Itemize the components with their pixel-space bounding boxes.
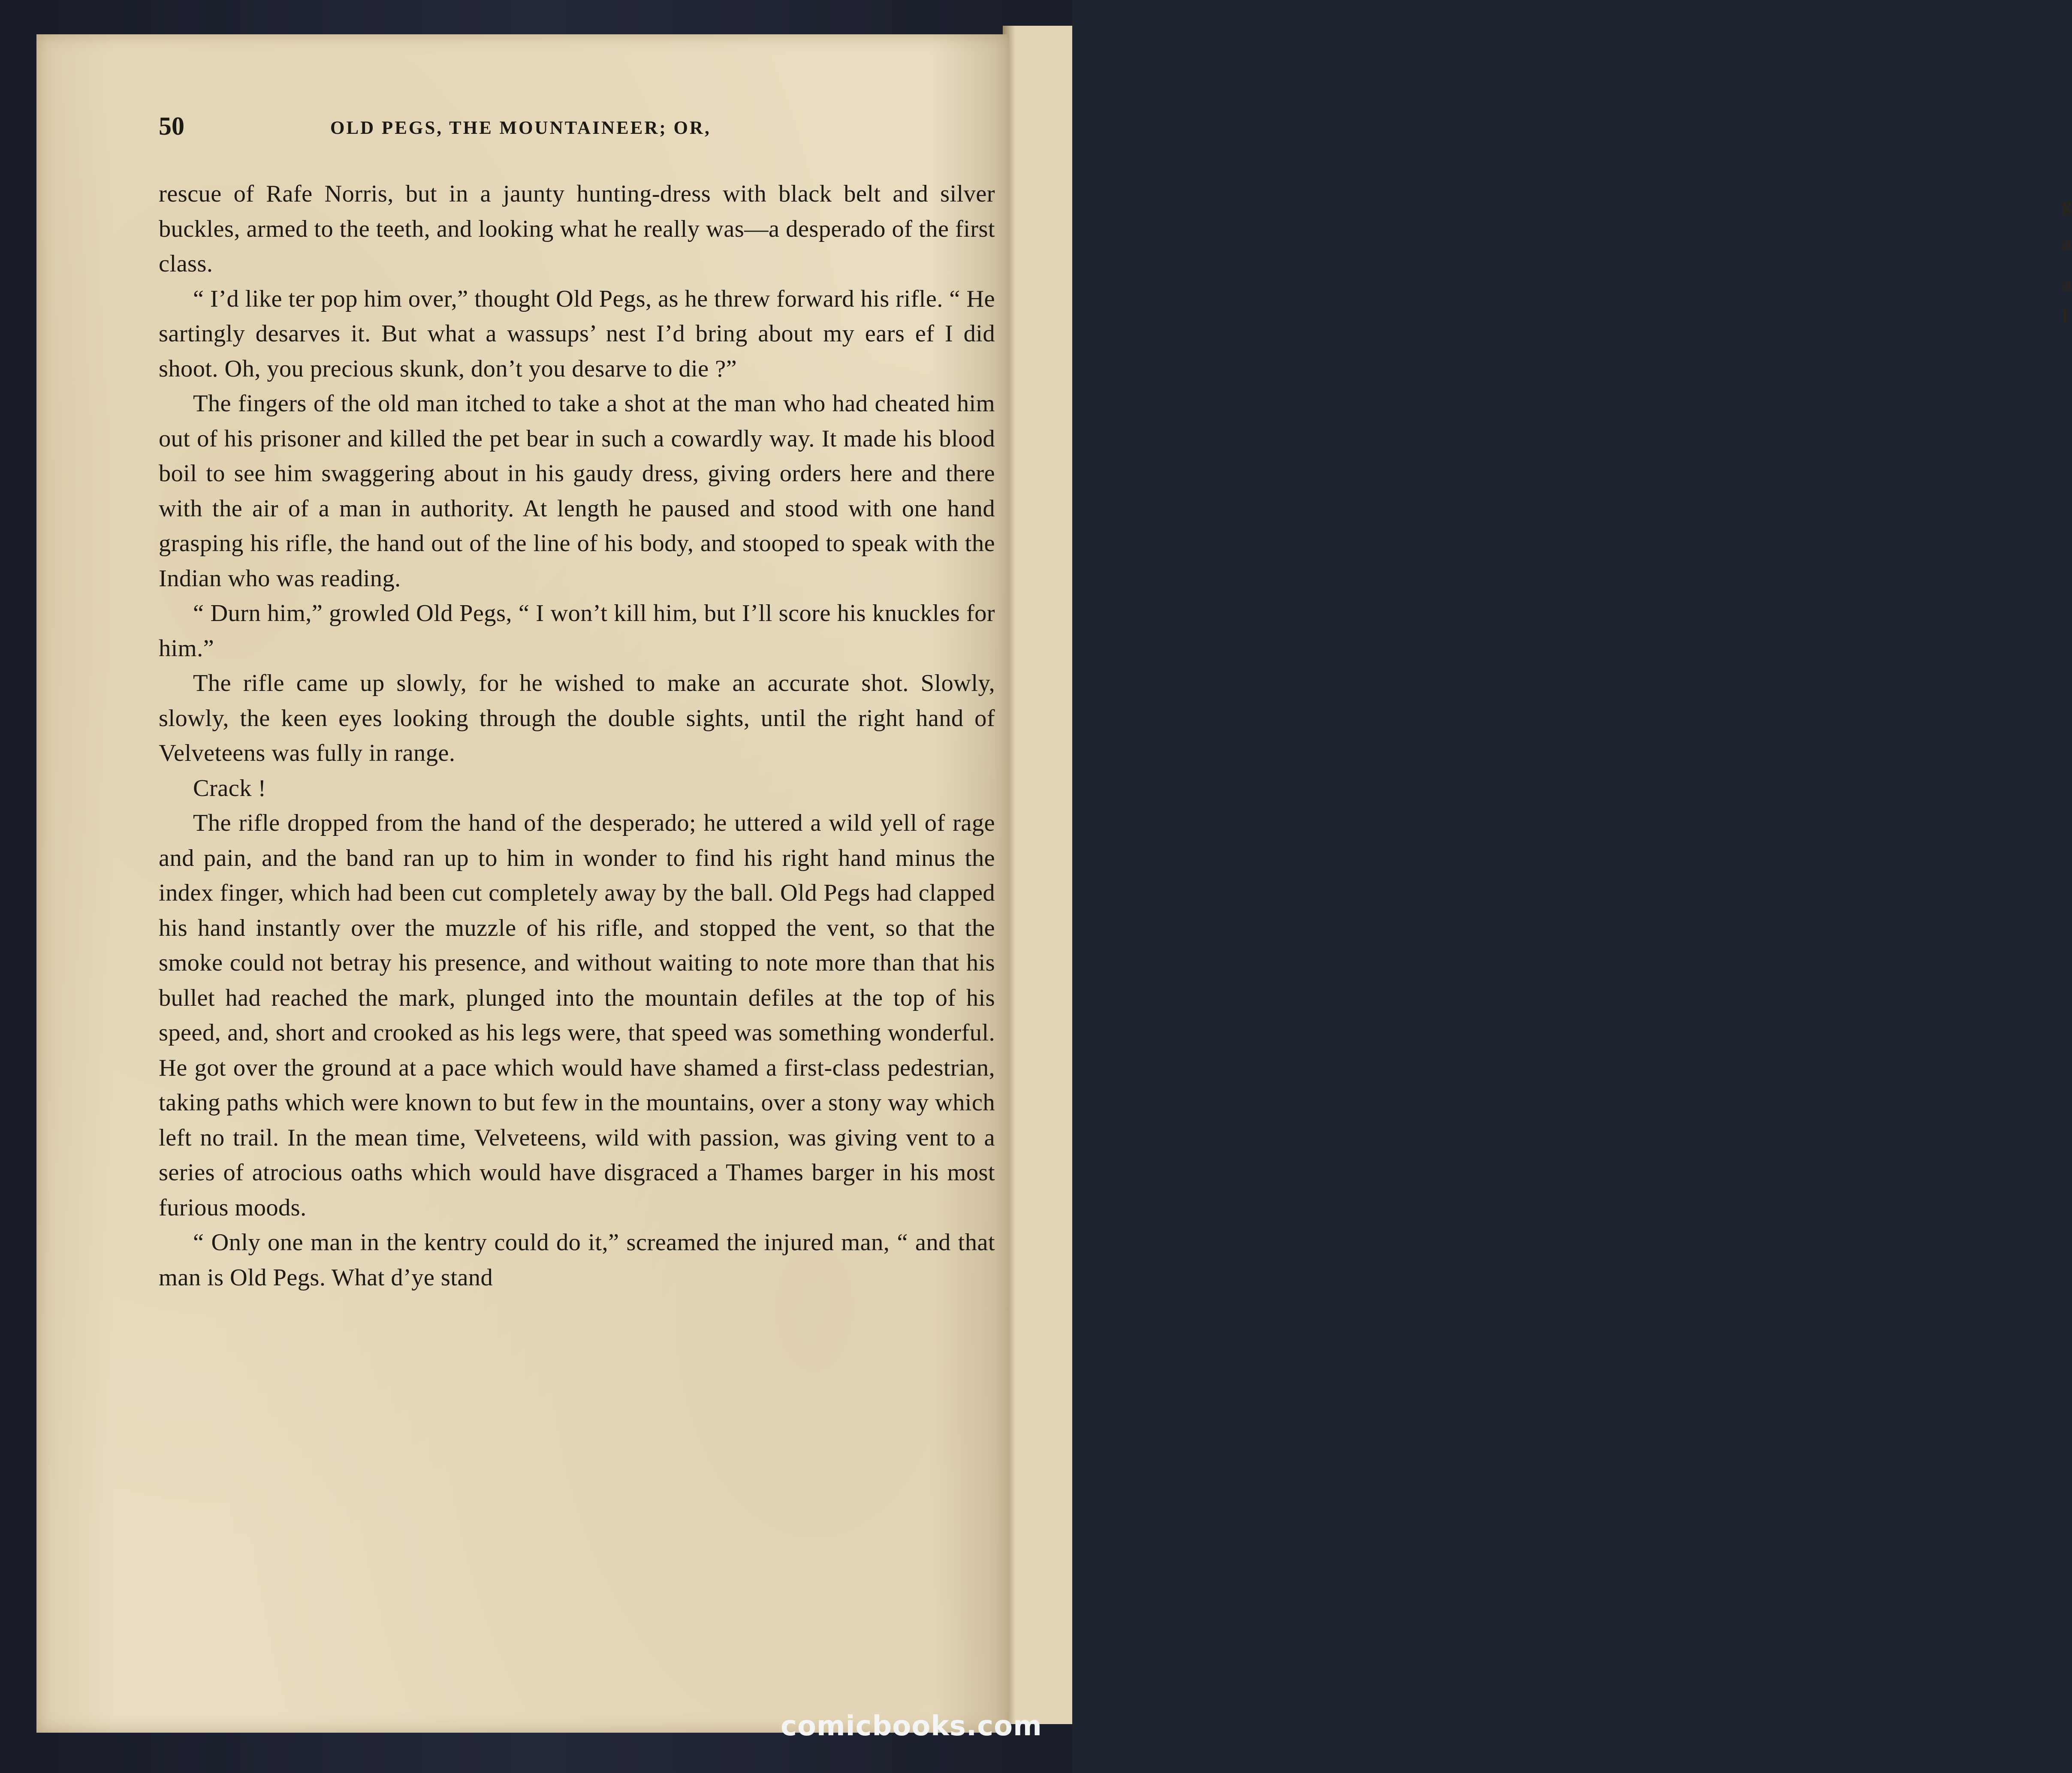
paragraph: “ I’d like ter pop him over,” thought Old Pegs, as he threw forward his rifle. “ He sartingly desarves it. But what a wassups’ nest I’d bring about my ears ef I did shoot. Oh, you precious skunk, don’t you desarve to die ?” bbox=[159, 285, 995, 382]
edge-glyph: a bbox=[2062, 232, 2072, 254]
body-text bbox=[159, 177, 995, 1549]
edge-glyph: g bbox=[2062, 193, 2072, 215]
paragraph: rescue of Rafe Norris, but in a jaunty hunting-dress with black belt and silver buckles, armed to the teeth, and looking what he really was—a desperado of the first class. bbox=[159, 181, 995, 277]
paragraph: “ Only one man in the kentry could do it,” screamed the injured man, “ and that man is Old Pegs. What d’ye stand bbox=[159, 1229, 995, 1291]
page-number: 50 bbox=[159, 112, 184, 140]
edge-glyph: l bbox=[2062, 305, 2068, 327]
paragraph: The fingers of the old man itched to take a shot at the man who had cheated him out of his prisoner and killed the pet bear in such a cowardly way. It made his blood boil to see him swaggering about in his gaudy dress, giving orders here and there with the air of a man in authority. At length he paused and stood with one hand grasping his rifle, the hand out of the line of his body, and stooped to speak with the Indian who was reading. bbox=[159, 390, 995, 592]
paragraph: “ Durn him,” growled Old Pegs, “ I won’t kill him, but I’ll score his knuckles for him.” bbox=[159, 600, 995, 662]
page-header bbox=[159, 112, 1016, 150]
edge-glyph: a bbox=[2062, 273, 2072, 295]
running-head: OLD PEGS, THE MOUNTAINEER; OR, bbox=[330, 118, 711, 138]
watermark: comicbooks.com bbox=[781, 1710, 1042, 1742]
facing-page-edge bbox=[1003, 26, 2072, 1724]
paragraph: Crack ! bbox=[193, 775, 266, 802]
paragraph: The rifle dropped from the hand of the desperado; he uttered a wild yell of rage and pain, and the band ran up to him in wonder to find his right hand minus the index finger, which had been cut completely away by the ball. Old Pegs had clapped his hand instantly over the muzzle of his rifle, and stopped the vent, so that the smoke could not betray his presence, and without waiting to note more than that his bullet had reached the mark, plunged into the mountain defiles at the top of his speed, and, short and crooked as his legs were, that speed was something wonderful. He got over the ground at a pace which would have shamed a first-class pedestrian, taking paths which were known to but few in the mountains, over a stony way which left no trail. In the mean time, Velveteens, wild with passion, was giving vent to a series of atrocious oaths which would have disgraced a Thames barger in his most furious moods. bbox=[159, 810, 995, 1221]
paragraph: The rifle came up slowly, for he wished to make an accurate shot. Slowly, slowly, the keen eyes looking through the double sights, until the right hand of Velveteens was fully in range. bbox=[159, 670, 995, 766]
